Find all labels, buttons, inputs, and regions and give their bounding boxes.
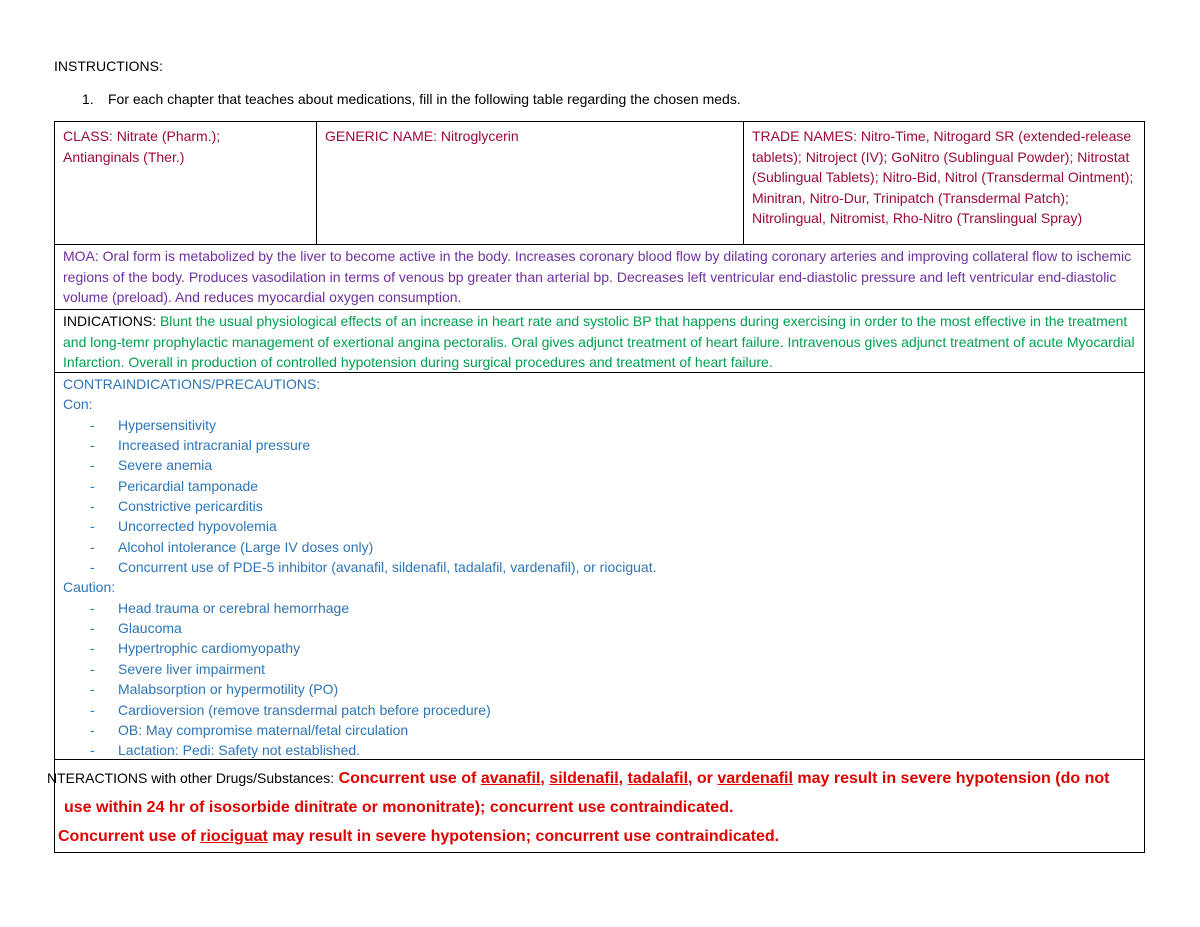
interactions-suffix: may result in severe hypotension (do not [797, 770, 1110, 787]
interactions-label: NTERACTIONS with other Drugs/Substances: [47, 770, 335, 786]
list-item: - Concurrent use of PDE-5 inhibitor (avanafil, sildenafil, tadalafil, vardenafil), or riociguat. [63, 557, 1136, 577]
list-item: - Head trauma or cerebral hemorrhage [63, 598, 1136, 618]
class-cell [55, 122, 317, 244]
drug-avanafil: avanafil [480, 770, 541, 787]
list-item: - Severe anemia [63, 455, 1136, 475]
list-item: - Alcohol intolerance (Large IV doses only) [63, 537, 1136, 557]
drug-sildenafil: sildenafil [549, 770, 619, 787]
moa-row: MOA: Oral form is metabolized by the liver to become active in the body. Increases coronary blood flow by dilating coronary arteries and improving collateral flow to ischemic regions of the body. Produces vasodilation in terms of venous bp greater than arterial bp. Decreases left ventricular end-diastolic pressure and left ventricular end-diastolic volume (preload). And reduces myocardial oxygen consumption. [55, 244, 1144, 309]
class-line-1: CLASS: Nitrate (Pharm.); [63, 128, 221, 144]
list-item: - Uncorrected hypovolemia [63, 516, 1136, 536]
list-item: - Cardioversion (remove transdermal patch before procedure) [63, 700, 1136, 720]
list-item: - Pericardial tamponade [63, 476, 1136, 496]
con-label: Con: [63, 396, 93, 413]
list-item: - OB: May compromise maternal/fetal circulation [63, 720, 1136, 740]
drug-name-row [55, 122, 1144, 244]
trade-names-cell: TRADE NAMES: Nitro-Time, Nitrogard SR (extended-release tablets); Nitroject (IV); GoNitro (Sublingual Powder); Nitrostat (Sublingual Tablets); Nitro-Bid, Nitrol (Transdermal Ointment); Minitran, Nitro-Dur, Trinipatch (Transdermal Patch); Nitrolingual, Nitromist, Rho-Nitro (Translingual Spray) [752, 128, 1134, 226]
or-word: or [696, 770, 713, 787]
list-item: - Hypertrophic cardiomyopathy [63, 638, 1136, 658]
drug-tadalafil: tadalafil [627, 770, 689, 787]
list-item: - Glaucoma [63, 618, 1136, 638]
list-item: - Malabsorption or hypermotility (PO) [63, 679, 1136, 699]
indications-text: Blunt the usual physiological effects of an increase in heart rate and systolic BP that happens during exercising in order to the most effective in the treatment and long-temr prophylactic management of exertional angina pectoralis. Oral gives adjunct treatment of heart failure. Intravenous gives adjunct treatment of acute Myocardial Infarction. Overall in production of controlled hypotension during surgical procedures and treatment of heart failure. [63, 313, 1135, 370]
drug-vardenafil: vardenafil [717, 770, 793, 787]
generic-name-cell: GENERIC NAME: Nitroglycerin [317, 122, 744, 244]
list-item: - Constrictive pericarditis [63, 496, 1136, 516]
con-list [63, 415, 1136, 578]
interactions-line-1: NTERACTIONS with other Drugs/Substances: Concurrent use of avanafil, sildenafil, tadalafil, or vardenafil may result in severe hypotension (do not [47, 770, 1110, 787]
instruction-text: For each chapter that teaches about medications, fill in the following table regarding the chosen meds. [108, 91, 741, 107]
interactions-line-3 [58, 822, 1144, 851]
interactions-line-2: use within 24 hr of isosorbide dinitrate or mononitrate); concurrent use contraindicated. [64, 799, 734, 816]
indications-label: INDICATIONS: [63, 313, 157, 329]
caution-list [63, 598, 1136, 761]
instruction-number: 1. [82, 91, 94, 107]
caution-label: Caution: [63, 579, 116, 596]
interactions-row [47, 759, 1144, 852]
indications-row [55, 309, 1144, 372]
list-item: - Increased intracranial pressure [63, 435, 1136, 455]
interactions-line3-prefix: Concurrent use of [58, 828, 196, 845]
interactions-line3-suffix: may result in severe hypotension; concurrent use contraindicated. [272, 828, 780, 845]
list-item: - Severe liver impairment [63, 659, 1136, 679]
list-item: - Hypersensitivity [63, 415, 1136, 435]
interactions-prefix: Concurrent use of [338, 770, 477, 787]
contraindications-heading: CONTRAINDICATIONS/PRECAUTIONS: [63, 376, 321, 392]
list-item: - Lactation: Pedi: Safety not established. [63, 740, 1136, 760]
contraindications-row [55, 372, 1144, 759]
page-heading: INSTRUCTIONS: [54, 58, 163, 74]
drug-riociguat: riociguat [200, 828, 268, 845]
medication-table [47, 121, 1145, 853]
class-line-2: Antianginals (Ther.) [63, 148, 185, 165]
instruction-item [82, 91, 741, 107]
